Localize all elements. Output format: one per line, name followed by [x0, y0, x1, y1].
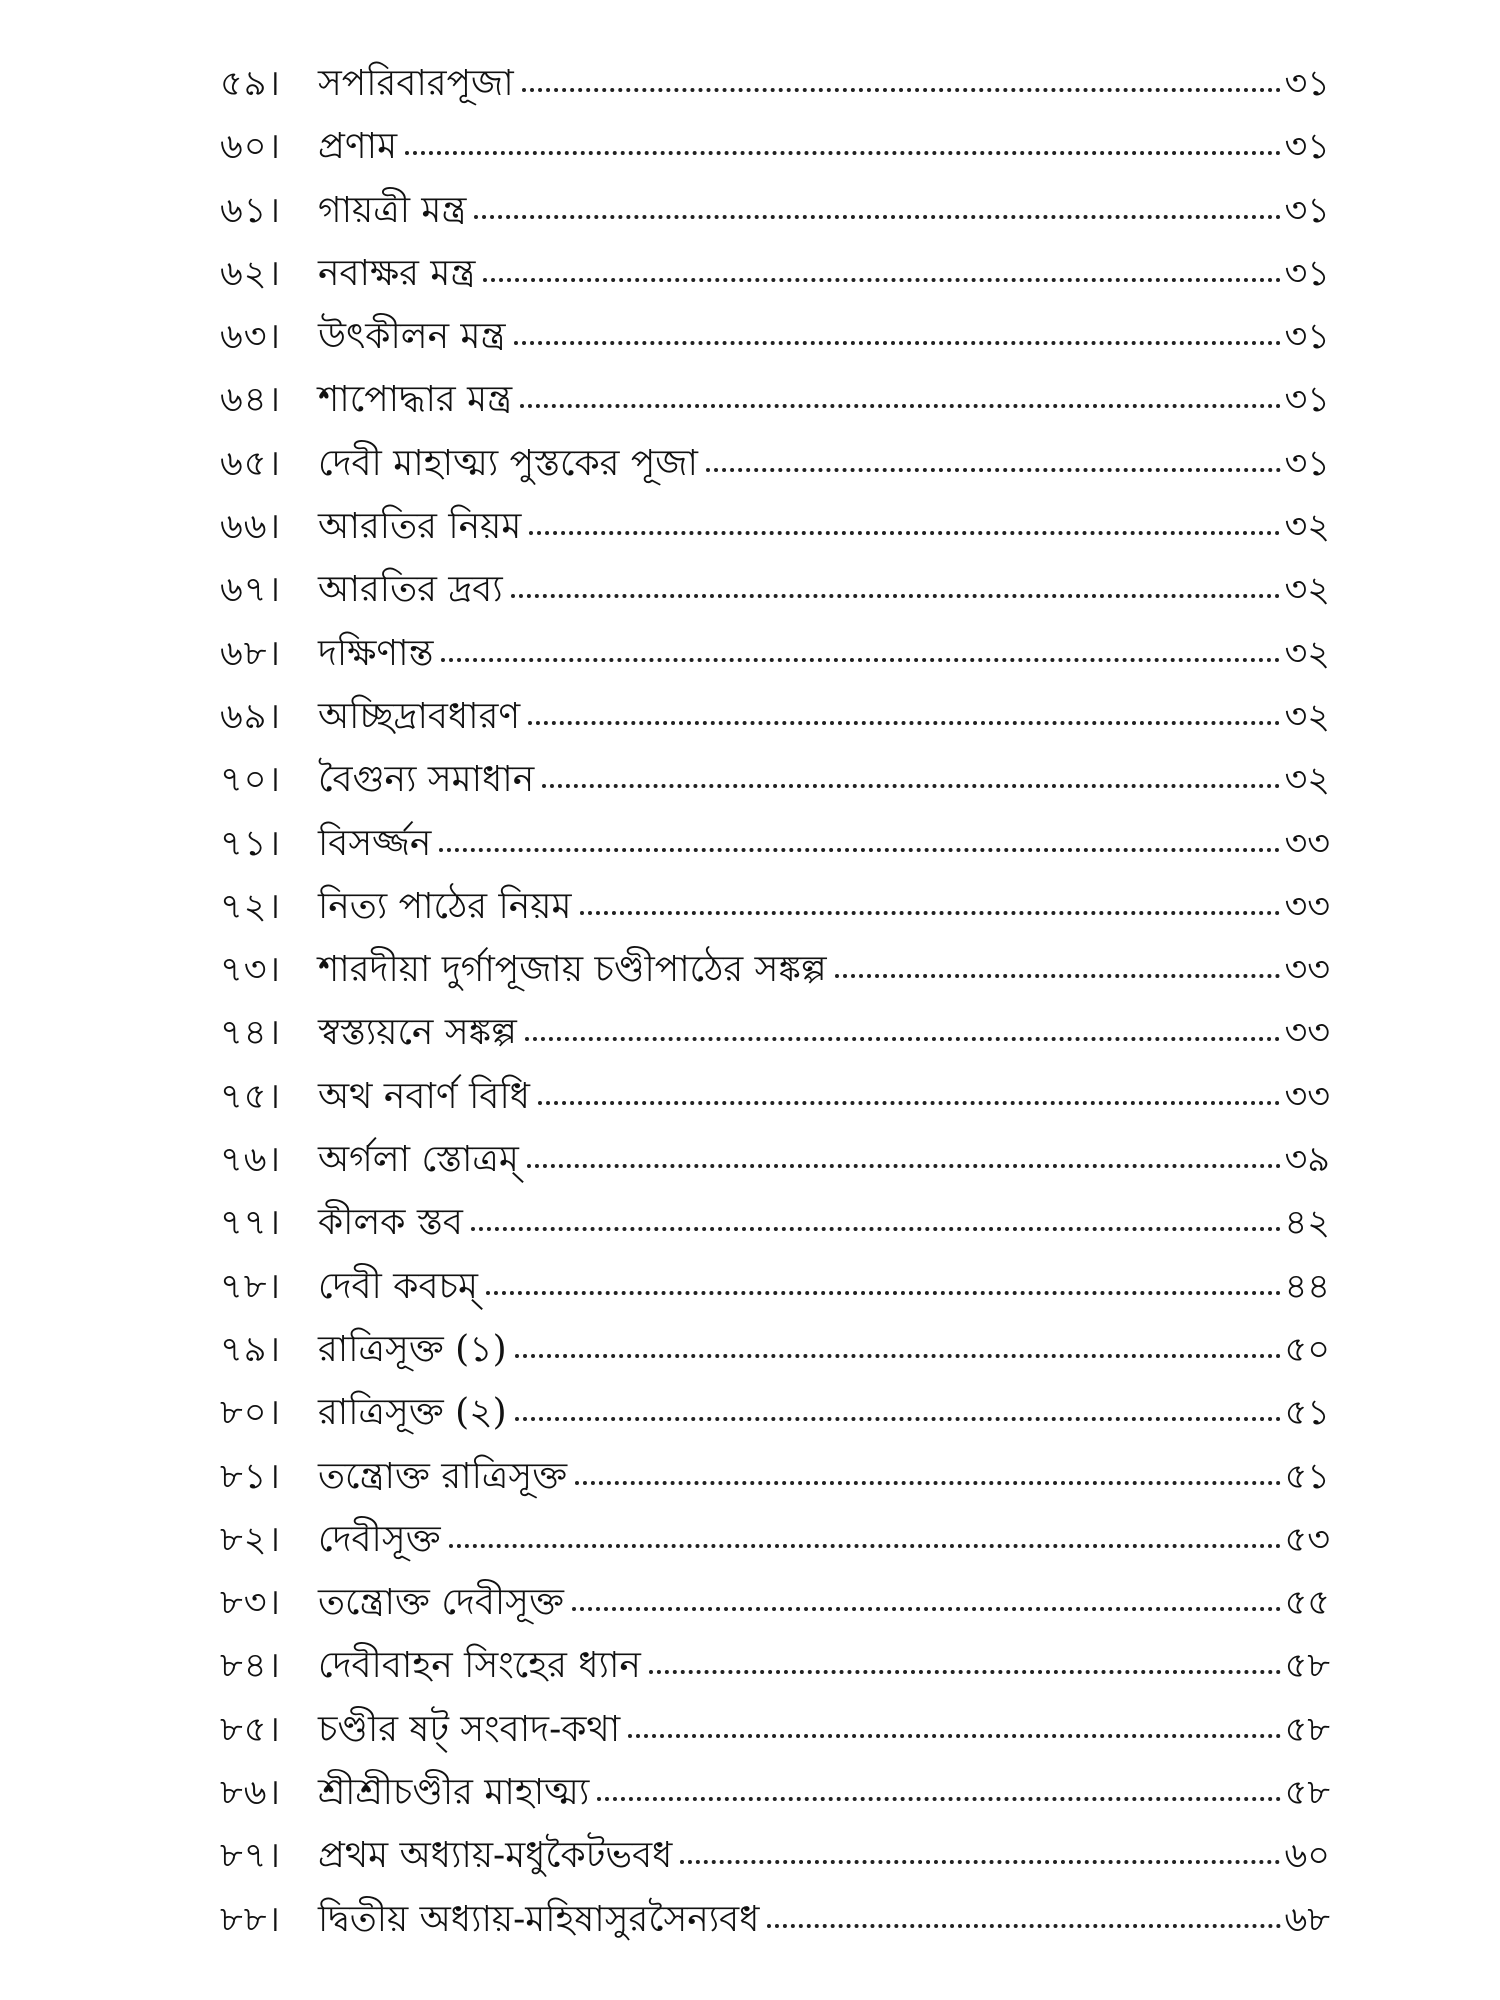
toc-entry-page-number: ৩৩ — [1284, 1076, 1330, 1117]
toc-entry-number: ৬৮। — [220, 633, 281, 674]
dot-leader — [483, 278, 1280, 282]
toc-entry — [220, 1392, 1330, 1458]
toc-entry — [220, 569, 1330, 635]
toc-entry-title: গায়ত্রী মন্ত্র — [318, 189, 467, 231]
toc-entry-page-number: ৩২ — [1284, 760, 1330, 801]
toc-entry-number: ৮৩। — [220, 1583, 281, 1624]
toc-entry-number: ৭৭। — [220, 1203, 282, 1244]
toc-entry-page-number: ৫১ — [1284, 1456, 1330, 1497]
toc-entry-title: রাত্রিসূক্ত (১) — [318, 1328, 507, 1370]
toc-entry-page-number: ৫৫ — [1284, 1583, 1330, 1624]
toc-entry — [220, 1455, 1330, 1522]
toc-entry — [220, 1582, 1330, 1648]
dot-leader — [471, 1227, 1281, 1231]
toc-entry — [220, 759, 1330, 825]
toc-entry-page-number: ৫৮ — [1284, 1773, 1330, 1814]
toc-entry-title: দেবী কবচম্ — [318, 1265, 478, 1307]
toc-entry-page-number: ৩৯ — [1284, 1140, 1330, 1181]
toc-entry-title: কীলক স্তব — [318, 1202, 463, 1244]
toc-entry-page-number: ৩১ — [1284, 190, 1330, 231]
dot-leader — [580, 911, 1281, 915]
toc-entry-number: ৬৯। — [220, 696, 281, 737]
toc-entry-page-number: ৫৮ — [1284, 1646, 1330, 1687]
toc-entry-number: ৭২। — [220, 886, 282, 927]
toc-entry-number: ৮৫। — [220, 1709, 281, 1750]
dot-leader — [441, 658, 1280, 662]
toc-entry-number: ৬২। — [220, 253, 282, 294]
dot-leader — [511, 594, 1281, 598]
toc-entry-page-number: ৩৩ — [1284, 1013, 1330, 1054]
dot-leader — [572, 1607, 1281, 1611]
toc-entry-title: অর্গলা স্তোত্রম্ — [318, 1139, 519, 1181]
dot-leader — [628, 1734, 1280, 1738]
toc-entry — [220, 1139, 1330, 1205]
toc-entry — [220, 1075, 1330, 1142]
toc-entry — [220, 379, 1330, 445]
toc-entry — [220, 1265, 1330, 1332]
dot-leader — [767, 1924, 1280, 1928]
toc-entry-page-number: ৩২ — [1284, 507, 1330, 548]
toc-entry-number: ৭৮। — [220, 1266, 281, 1307]
toc-entry — [220, 1328, 1330, 1395]
dot-leader — [439, 848, 1280, 852]
toc-entry-page-number: ৩২ — [1284, 696, 1330, 737]
toc-entry-number: ৭৯। — [220, 1329, 281, 1370]
dot-leader — [575, 1481, 1280, 1485]
toc-entry — [220, 885, 1330, 952]
toc-entry-number: ৬৪। — [220, 380, 281, 421]
toc-entry-page-number: ৩১ — [1284, 380, 1330, 421]
dot-leader — [486, 1291, 1281, 1295]
toc-entry-title: বৈগুন্য সমাধান — [318, 759, 535, 801]
toc-list — [220, 63, 1330, 1965]
toc-entry-title: অথ নবার্ণ বিধি — [318, 1075, 530, 1117]
toc-entry — [220, 822, 1330, 889]
toc-entry-title: বিসর্জ্জন — [318, 822, 432, 864]
toc-entry-title: সপরিবারপূজা — [318, 63, 514, 104]
toc-entry — [220, 126, 1330, 192]
toc-entry-page-number: ৫০ — [1284, 1329, 1330, 1370]
toc-entry-number: ৬০। — [220, 127, 282, 168]
toc-entry-page-number: ৪২ — [1284, 1203, 1330, 1244]
toc-entry-title: তন্ত্রোক্ত রাত্রিসূক্ত — [318, 1455, 568, 1497]
toc-entry-number: ৬১। — [220, 190, 281, 231]
dot-leader — [680, 1860, 1280, 1864]
toc-entry-title: দ্বিতীয় অধ্যায়-মহিষাসুরসৈন্যবধ — [318, 1898, 760, 1940]
toc-entry — [220, 1772, 1330, 1838]
toc-entry — [220, 316, 1330, 382]
toc-entry-number: ৫৯। — [220, 64, 281, 104]
toc-entry-page-number: ৫৮ — [1284, 1709, 1330, 1750]
toc-entry-page-number: ৩১ — [1284, 253, 1330, 294]
toc-entry-number: ৮০। — [220, 1393, 281, 1434]
toc-entry-title: দেবীবাহন সিংহের ধ্যান — [318, 1645, 641, 1687]
toc-entry-page-number: ৬০ — [1284, 1836, 1330, 1877]
toc-entry-title: শারদীয়া দুর্গাপূজায় চণ্ডীপাঠের সঙ্কল্প — [318, 949, 827, 991]
toc-entry — [220, 949, 1330, 1015]
toc-entry-title: রাত্রিসূক্ত (২) — [318, 1392, 507, 1434]
dot-leader — [525, 1037, 1281, 1041]
toc-entry-number: ৮২। — [220, 1519, 281, 1560]
toc-entry — [220, 1898, 1330, 1965]
toc-entry — [220, 1708, 1330, 1775]
toc-entry — [220, 506, 1330, 572]
toc-entry-title: শাপোদ্ধার মন্ত্র — [318, 379, 513, 421]
dot-leader — [527, 1164, 1281, 1168]
dot-leader — [515, 1417, 1281, 1421]
dot-leader — [514, 341, 1281, 345]
toc-entry-page-number: ৩১ — [1284, 127, 1330, 168]
toc-entry — [220, 63, 1330, 129]
toc-entry — [220, 1645, 1330, 1711]
toc-entry-number: ৭১। — [220, 823, 281, 864]
dot-leader — [542, 784, 1280, 788]
dot-leader — [538, 1101, 1281, 1105]
toc-entry-title: উৎকীলন মন্ত্র — [318, 316, 506, 358]
toc-entry-number: ৭৬। — [220, 1140, 282, 1181]
toc-entry-number: ৮৪। — [220, 1646, 281, 1687]
dot-leader — [520, 404, 1280, 408]
toc-entry — [220, 1518, 1330, 1585]
dot-leader — [597, 1797, 1280, 1801]
toc-entry-title: দেবীসূক্ত — [318, 1518, 441, 1560]
dot-leader — [515, 1354, 1281, 1358]
toc-entry-number: ৮৬। — [220, 1773, 281, 1814]
toc-entry-page-number: ৩৩ — [1284, 950, 1330, 991]
toc-entry-number: ৬৫। — [220, 443, 281, 484]
toc-entry-page-number: ৩৩ — [1284, 886, 1330, 927]
dot-leader — [528, 721, 1280, 725]
toc-entry-title: দক্ষিণান্ত — [318, 632, 434, 674]
toc-entry-page-number: ৬৮ — [1284, 1899, 1330, 1940]
toc-entry-title: তন্ত্রোক্ত দেবীসূক্ত — [318, 1582, 564, 1624]
toc-entry-number: ৭৫। — [220, 1076, 281, 1117]
toc-entry-page-number: ৩২ — [1284, 570, 1330, 611]
toc-entry-page-number: ৩৩ — [1284, 823, 1330, 864]
toc-entry-title: দেবী মাহাত্ম্য পুস্তকের পূজা — [318, 442, 698, 484]
toc-entry-page-number: ৩১ — [1284, 317, 1330, 358]
toc-entry-number: ৭০। — [220, 760, 282, 801]
toc-entry — [220, 695, 1330, 762]
toc-entry-page-number: ৩২ — [1284, 633, 1330, 674]
toc-entry-number: ৬৬। — [220, 507, 282, 548]
toc-entry — [220, 252, 1330, 319]
dot-leader — [405, 151, 1280, 155]
toc-entry-title: প্রণাম — [318, 126, 398, 168]
toc-entry-title: নবাক্ষর মন্ত্র — [318, 252, 476, 294]
toc-entry-number: ৮৮। — [220, 1899, 281, 1940]
toc-entry-title: শ্রীশ্রীচণ্ডীর মাহাত্ম্য — [318, 1772, 590, 1814]
toc-entry-title: প্রথম অধ্যায়-মধুকৈটভবধ — [318, 1835, 673, 1877]
toc-entry — [220, 1012, 1330, 1078]
toc-entry-number: ৮১। — [220, 1456, 281, 1497]
toc-entry-page-number: ৪৪ — [1284, 1266, 1330, 1307]
toc-entry-number: ৭৪। — [220, 1013, 281, 1054]
toc-entry-page-number: ৩১ — [1284, 64, 1330, 104]
dot-leader — [449, 1544, 1281, 1548]
dot-leader — [474, 215, 1280, 219]
toc-entry-number: ৬৩। — [220, 317, 282, 358]
dot-leader — [706, 468, 1281, 472]
toc-entry-page-number: ৫৩ — [1284, 1519, 1330, 1560]
toc-entry-number: ৭৩। — [220, 950, 282, 991]
toc-entry-title: আরতির নিয়ম — [318, 506, 522, 548]
toc-entry-page-number: ৫১ — [1284, 1393, 1330, 1434]
dot-leader — [835, 974, 1281, 978]
toc-entry — [220, 1835, 1330, 1901]
toc-entry-number: ৬৭। — [220, 570, 282, 611]
toc-entry — [220, 442, 1330, 509]
dot-leader — [522, 88, 1281, 92]
toc-entry-title: চণ্ডীর ষট্ সংবাদ-কথা — [318, 1708, 621, 1750]
toc-entry — [220, 632, 1330, 699]
toc-entry — [220, 189, 1330, 256]
dot-leader — [649, 1670, 1281, 1674]
toc-entry-title: অচ্ছিদ্রাবধারণ — [318, 695, 521, 737]
dot-leader — [529, 531, 1280, 535]
toc-entry — [220, 1202, 1330, 1268]
toc-entry-title: আরতির দ্রব্য — [318, 569, 503, 611]
toc-entry-title: স্বস্ত্যয়নে সঙ্কল্প — [318, 1012, 517, 1054]
toc-entry-title: নিত্য পাঠের নিয়ম — [318, 885, 572, 927]
toc-entry-page-number: ৩১ — [1284, 443, 1330, 484]
toc-entry-number: ৮৭। — [220, 1836, 281, 1877]
